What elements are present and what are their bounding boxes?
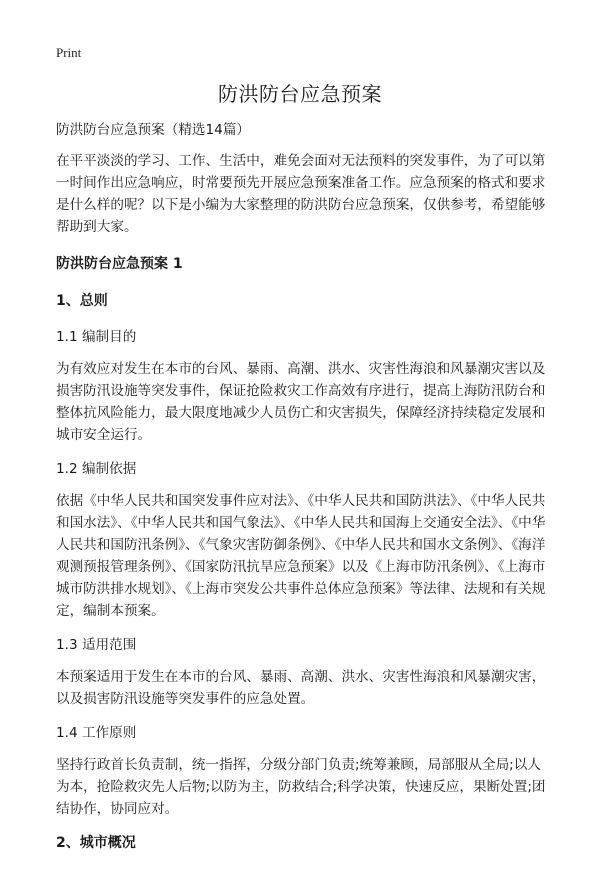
general-heading: 1、总则 [56,293,108,309]
city-overview-heading: 2、城市概况 [56,835,136,851]
subsection-text-1-3: 本预案适用于发生在本市的台风、暴雨、高潮、洪水、灾害性海浪和风暴潮灾害，以及损害防汛设施等突发事件的应急处置。 [56,669,546,707]
subsection-text-1-1: 为有效应对发生在本市的台风、暴雨、高潮、洪水、灾害性海浪和风暴潮灾害以及损害防汛设施等突发事件，保证抢险救灾工作高效有序进行，提高上海防汛防台和整体抗风险能力，最大限度地减少人员伤亡和灾害损失，保障经济持续稳定发展和城市安全运行。 [56,361,546,443]
section-heading-1: 防洪防台应急预案 1 [56,256,183,272]
document-title: 防洪防台应急预案 [218,82,382,106]
subsection-heading-1-4: 1.4 工作原则 [56,725,137,741]
document-subtitle: 防洪防台应急预案（精选14篇） [56,122,251,138]
intro-paragraph: 在平平淡淡的学习、工作、生活中，难免会面对无法预料的突发事件，为了可以第一时间作出应急响应，时常要预先开展应急预案准备工作。应急预案的格式和要求是什么样的呢？以下是小编为大家整理的防洪防台应急预案，仅供参考，希望能够帮助到大家。 [56,153,546,235]
subsection-text-1-2: 依据《中华人民共和国突发事件应对法》、《中华人民共和国防洪法》、《中华人民共和国水法》、《中华人民共和国气象法》、《中华人民共和国海上交通安全法》、《中华人民共和国防汛条例》、《气象灾害防御条例》、《中华人民共和国水文条例》、《海洋观测预报管理条例》、《国家防汛抗旱应急预案》以及《上海市防汛条例》、《上海市城市防洪排水规划》、《上海市突发公共事件总体应急预案》等法律、法规和有关规定，编制本预案。 [56,493,546,619]
subsection-text-1-4: 坚持行政首长负责制，统一指挥，分级分部门负责;统筹兼顾，局部服从全局;以人为本，抢险救灾先人后物;以防为主，防救结合;科学决策，快速反应，果断处置;团结协作，协同应对。 [56,757,546,817]
subsection-heading-1-3: 1.3 适用范围 [56,637,137,653]
subsection-heading-1-1: 1.1 编制目的 [56,329,137,345]
print-link[interactable]: Print [56,45,82,60]
document-body [56,119,552,869]
subsection-heading-1-2: 1.2 编制依据 [56,461,137,477]
